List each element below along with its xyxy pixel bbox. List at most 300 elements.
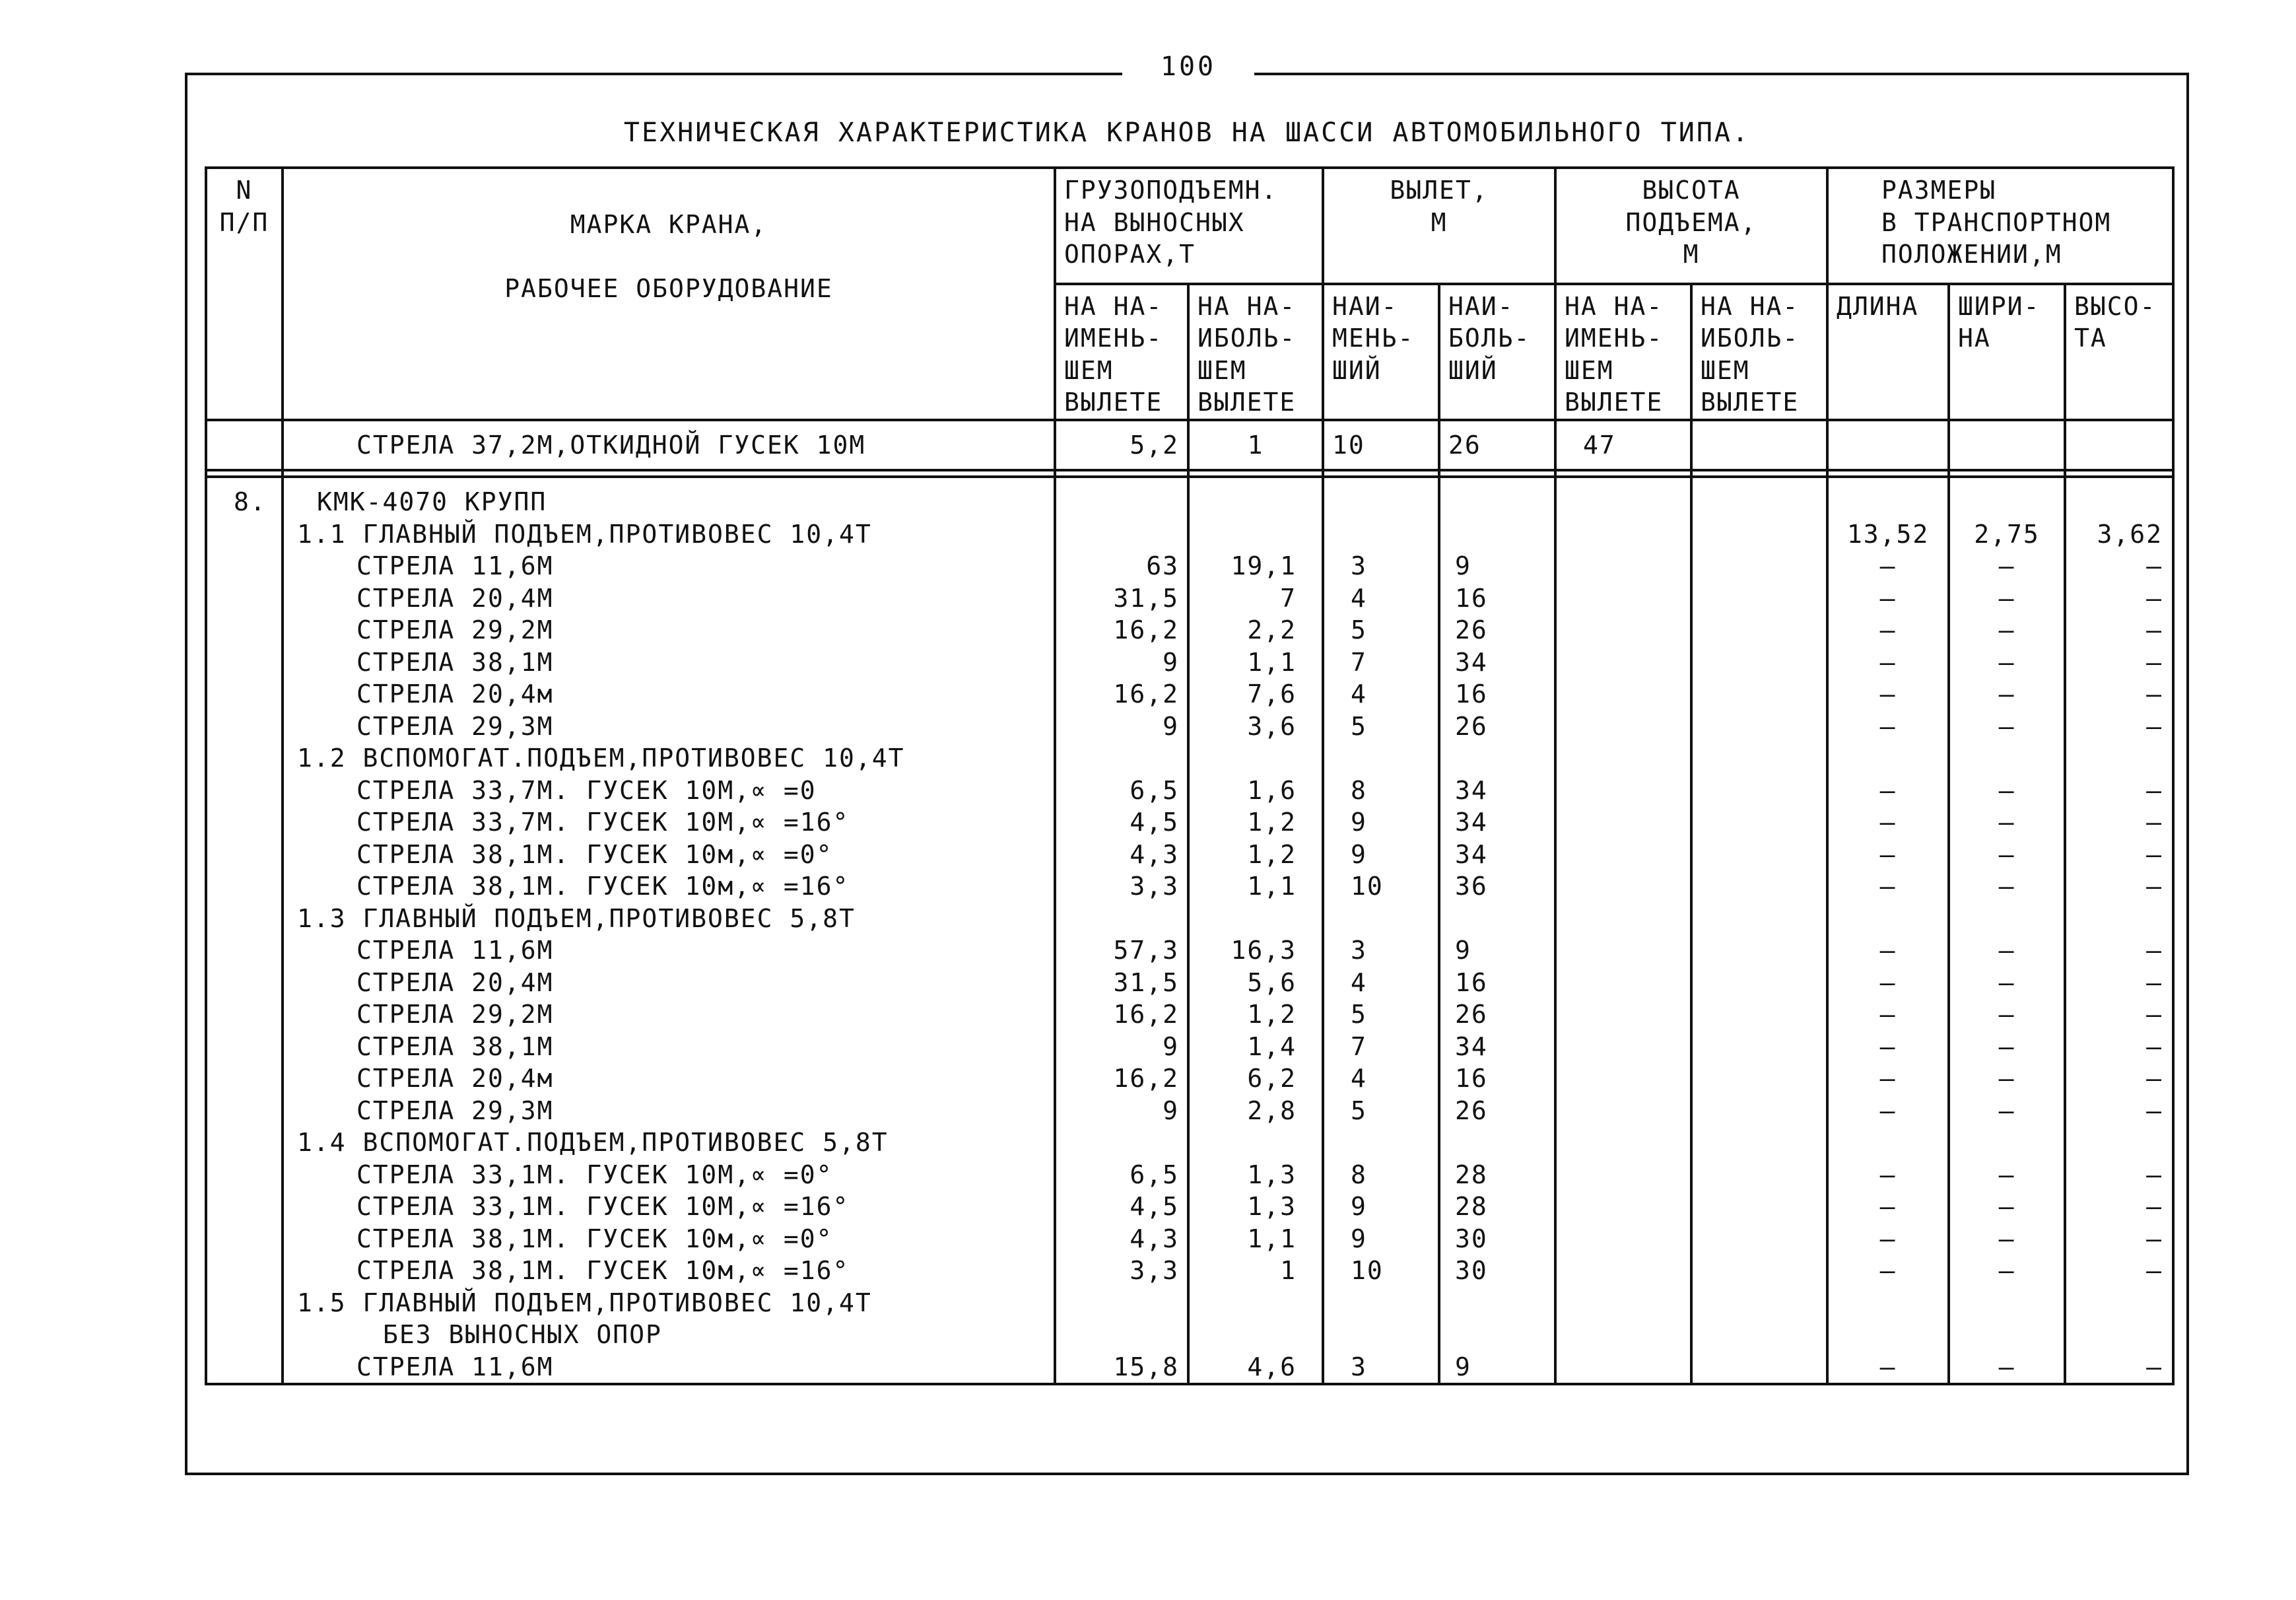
cell-gruz-min: 4,5 <box>1055 806 1188 839</box>
cell-vys-max <box>1691 1255 1827 1287</box>
cell-np <box>206 742 283 775</box>
cell-gruz-max: 1,3 <box>1188 1159 1323 1191</box>
cell-vys-min <box>1555 1095 1691 1127</box>
cell-np <box>206 582 283 615</box>
cell-np <box>206 806 283 839</box>
cell-vylet-min: 4 <box>1323 582 1439 615</box>
cell-vys-max <box>1691 742 1827 775</box>
table-row <box>206 806 2173 839</box>
cell-shirina: – <box>1949 614 2065 646</box>
cell-gruz-max: 16,3 <box>1188 934 1323 967</box>
cell-gruz-max: 5,6 <box>1188 967 1323 999</box>
cell-vys-max <box>1691 518 1827 551</box>
crane-spec-table <box>205 166 2175 1385</box>
cell-vys-max <box>1691 1191 1827 1223</box>
cell-vylet-max: 28 <box>1439 1159 1555 1191</box>
cell-gruz-max: 1 <box>1188 1255 1323 1287</box>
table-row <box>206 903 2173 935</box>
cell-vys-min <box>1555 1287 1691 1319</box>
prev-g1: 5,2 <box>1055 420 1188 471</box>
cell-gruz-min: 16,2 <box>1055 614 1188 646</box>
cell-vylet-min: 5 <box>1323 614 1439 646</box>
cell-np <box>206 934 283 967</box>
cell-gruz-max: 1,1 <box>1188 646 1323 679</box>
cell-dlina: – <box>1827 1191 1949 1223</box>
cell-label: 1.4 ВСПОМОГАТ.ПОДЪЕМ,ПРОТИВОВЕС 5,8Т <box>283 1127 1055 1159</box>
cell-gruz-min: 16,2 <box>1055 998 1188 1031</box>
cell-vylet-min: 4 <box>1323 967 1439 999</box>
cell-dlina: – <box>1827 967 1949 999</box>
cell-vysota <box>2065 1287 2173 1319</box>
cell-vysota: – <box>2065 998 2173 1031</box>
cell-vysota: – <box>2065 678 2173 711</box>
cell-gruz-min <box>1055 477 1188 518</box>
page-number: 100 <box>1122 52 1254 82</box>
cell-dlina: – <box>1827 614 1949 646</box>
cell-vys-max <box>1691 614 1827 646</box>
cell-label: 1.3 ГЛАВНЫЙ ПОДЪЕМ,ПРОТИВОВЕС 5,8Т <box>283 903 1055 935</box>
cell-vys-min <box>1555 839 1691 871</box>
cell-vys-max <box>1691 1223 1827 1255</box>
cell-gruz-min <box>1055 1287 1188 1319</box>
cell-vysota: – <box>2065 711 2173 743</box>
table-row <box>206 582 2173 615</box>
cell-dlina: – <box>1827 1062 1949 1095</box>
cell-dlina: – <box>1827 1031 1949 1063</box>
cell-vys-max <box>1691 775 1827 807</box>
cell-shirina: – <box>1949 1159 2065 1191</box>
row-separator <box>206 470 2173 477</box>
cell-vys-max <box>1691 646 1827 679</box>
cell-vysota <box>2065 1319 2173 1351</box>
cell-vys-max <box>1691 582 1827 615</box>
cell-shirina <box>1949 1319 2065 1351</box>
cell-gruz-min <box>1055 903 1188 935</box>
cell-shirina <box>1949 1127 2065 1159</box>
cell-np <box>206 518 283 551</box>
cell-gruz-max <box>1188 518 1323 551</box>
cell-vys-min <box>1555 678 1691 711</box>
cell-vysota: – <box>2065 582 2173 615</box>
table-row <box>206 1095 2173 1127</box>
cell-vys-min <box>1555 1319 1691 1351</box>
cell-gruz-max <box>1188 1319 1323 1351</box>
cell-vysota: – <box>2065 839 2173 871</box>
cell-gruz-min: 57,3 <box>1055 934 1188 967</box>
cell-vysota: 3,62 <box>2065 518 2173 551</box>
cell-gruz-max <box>1188 1287 1323 1319</box>
cell-shirina: – <box>1949 806 2065 839</box>
cell-gruz-max: 1,6 <box>1188 775 1323 807</box>
cell-shirina: – <box>1949 775 2065 807</box>
header-marka: МАРКА КРАНА, РАБОЧЕЕ ОБОРУДОВАНИЕ <box>283 168 1055 420</box>
cell-vylet-max: 28 <box>1439 1191 1555 1223</box>
cell-label: СТРЕЛА 29,3М <box>283 1095 1055 1127</box>
prev-h2 <box>1691 420 1827 471</box>
cell-dlina: – <box>1827 998 1949 1031</box>
cell-dlina: – <box>1827 1095 1949 1127</box>
table-title: ТЕХНИЧЕСКАЯ ХАРАКТЕРИСТИКА КРАНОВ НА ШАССИ АВТОМОБИЛЬНОГО ТИПА. <box>623 118 1751 148</box>
cell-vysota <box>2065 903 2173 935</box>
cell-dlina: – <box>1827 550 1949 582</box>
prev-row <box>206 420 2173 471</box>
cell-vys-max <box>1691 1159 1827 1191</box>
header-vysota: ВЫСОТА ПОДЪЕМА, М <box>1555 168 1827 284</box>
cell-gruz-min: 9 <box>1055 711 1188 743</box>
cell-shirina: – <box>1949 870 2065 903</box>
cell-vys-min <box>1555 775 1691 807</box>
cell-vysota: – <box>2065 1351 2173 1385</box>
cell-vylet-min: 9 <box>1323 1223 1439 1255</box>
cell-gruz-max: 7 <box>1188 582 1323 615</box>
cell-label: СТРЕЛА 20,4м <box>283 1062 1055 1095</box>
cell-vylet-max <box>1439 477 1555 518</box>
cell-dlina: – <box>1827 1159 1949 1191</box>
cell-shirina: – <box>1949 550 2065 582</box>
cell-np <box>206 967 283 999</box>
cell-shirina: – <box>1949 1255 2065 1287</box>
cell-shirina: – <box>1949 1062 2065 1095</box>
cell-vylet-min: 4 <box>1323 1062 1439 1095</box>
cell-vylet-max: 34 <box>1439 646 1555 679</box>
cell-vysota: – <box>2065 1095 2173 1127</box>
table-row <box>206 1287 2173 1319</box>
cell-np <box>206 1062 283 1095</box>
cell-dlina: – <box>1827 1223 1949 1255</box>
cell-label: СТРЕЛА 20,4М <box>283 967 1055 999</box>
cell-label: СТРЕЛА 38,1М <box>283 646 1055 679</box>
cell-vylet-max: 16 <box>1439 582 1555 615</box>
header-gruz-min: НА НА- ИМЕНЬ- ШЕМ ВЫЛЕТЕ <box>1055 284 1188 420</box>
table-row <box>206 550 2173 582</box>
cell-vylet-max: 16 <box>1439 678 1555 711</box>
cell-vylet-max: 9 <box>1439 550 1555 582</box>
table-row <box>206 742 2173 775</box>
cell-gruz-max: 2,2 <box>1188 614 1323 646</box>
cell-vylet-min <box>1323 518 1439 551</box>
cell-gruz-min: 16,2 <box>1055 678 1188 711</box>
table-row <box>206 1127 2173 1159</box>
cell-gruz-max: 6,2 <box>1188 1062 1323 1095</box>
cell-vys-min <box>1555 614 1691 646</box>
cell-vylet-min: 8 <box>1323 775 1439 807</box>
cell-gruz-max <box>1188 742 1323 775</box>
cell-label: СТРЕЛА 33,1М. ГУСЕК 10М,∝ =16° <box>283 1191 1055 1223</box>
cell-vylet-min: 9 <box>1323 1191 1439 1223</box>
cell-np <box>206 775 283 807</box>
cell-np <box>206 1191 283 1223</box>
cell-gruz-max: 4,6 <box>1188 1351 1323 1385</box>
cell-gruz-max <box>1188 903 1323 935</box>
cell-vylet-max: 34 <box>1439 839 1555 871</box>
cell-vys-max <box>1691 934 1827 967</box>
header-vylet-max: НАИ- БОЛЬ- ШИЙ <box>1439 284 1555 420</box>
prev-v1: 10 <box>1323 420 1439 471</box>
cell-vys-max <box>1691 870 1827 903</box>
cell-shirina: – <box>1949 711 2065 743</box>
table-row <box>206 870 2173 903</box>
cell-label: 1.5 ГЛАВНЫЙ ПОДЪЕМ,ПРОТИВОВЕС 10,4Т <box>283 1287 1055 1319</box>
cell-gruz-min: 6,5 <box>1055 1159 1188 1191</box>
prev-d <box>1827 420 1949 471</box>
cell-gruz-max: 1,2 <box>1188 998 1323 1031</box>
cell-gruz-max: 1,1 <box>1188 870 1323 903</box>
cell-vys-min <box>1555 550 1691 582</box>
cell-label: СТРЕЛА 11,6М <box>283 934 1055 967</box>
cell-gruz-min: 4,3 <box>1055 1223 1188 1255</box>
cell-vylet-min: 3 <box>1323 550 1439 582</box>
cell-vylet-min: 4 <box>1323 678 1439 711</box>
cell-gruz-min: 63 <box>1055 550 1188 582</box>
table-row <box>206 1223 2173 1255</box>
cell-vylet-min <box>1323 1127 1439 1159</box>
table-row <box>206 1159 2173 1191</box>
cell-np <box>206 1031 283 1063</box>
cell-vylet-max: 16 <box>1439 967 1555 999</box>
header-shirina: ШИРИ- НА <box>1949 284 2065 420</box>
table-row <box>206 678 2173 711</box>
cell-vys-min <box>1555 518 1691 551</box>
cell-vylet-min: 8 <box>1323 1159 1439 1191</box>
cell-label: 1.2 ВСПОМОГАТ.ПОДЪЕМ,ПРОТИВОВЕС 10,4Т <box>283 742 1055 775</box>
cell-vysota <box>2065 1127 2173 1159</box>
cell-dlina <box>1827 1319 1949 1351</box>
cell-shirina: – <box>1949 934 2065 967</box>
cell-dlina: – <box>1827 839 1949 871</box>
cell-gruz-min: 31,5 <box>1055 967 1188 999</box>
cell-gruz-min: 9 <box>1055 646 1188 679</box>
table-row <box>206 1255 2173 1287</box>
cell-vylet-max: 26 <box>1439 1095 1555 1127</box>
cell-vylet-max: 9 <box>1439 934 1555 967</box>
cell-dlina <box>1827 477 1949 518</box>
cell-shirina: – <box>1949 646 2065 679</box>
cell-vylet-max: 34 <box>1439 806 1555 839</box>
cell-vys-min <box>1555 1255 1691 1287</box>
cell-vysota: – <box>2065 967 2173 999</box>
table-row <box>206 711 2173 743</box>
cell-vylet-min: 3 <box>1323 934 1439 967</box>
cell-vys-max <box>1691 550 1827 582</box>
cell-dlina: 13,52 <box>1827 518 1949 551</box>
cell-shirina <box>1949 1287 2065 1319</box>
prev-s <box>1949 420 2065 471</box>
cell-vys-min <box>1555 1223 1691 1255</box>
cell-label: СТРЕЛА 11,6М <box>283 550 1055 582</box>
table-row <box>206 839 2173 871</box>
cell-vylet-max: 26 <box>1439 998 1555 1031</box>
cell-vys-min <box>1555 646 1691 679</box>
cell-np <box>206 614 283 646</box>
cell-gruz-max: 1,3 <box>1188 1191 1323 1223</box>
cell-vylet-max: 34 <box>1439 1031 1555 1063</box>
cell-label: СТРЕЛА 29,2М <box>283 614 1055 646</box>
cell-vys-min <box>1555 742 1691 775</box>
cell-label: СТРЕЛА 11,6М <box>283 1351 1055 1385</box>
prev-np <box>206 420 283 471</box>
cell-gruz-min: 9 <box>1055 1031 1188 1063</box>
cell-np <box>206 711 283 743</box>
cell-gruz-min: 3,3 <box>1055 1255 1188 1287</box>
cell-vylet-max: 16 <box>1439 1062 1555 1095</box>
cell-vylet-max: 26 <box>1439 711 1555 743</box>
cell-vysota: – <box>2065 1255 2173 1287</box>
cell-gruz-min: 15,8 <box>1055 1351 1188 1385</box>
cell-gruz-min <box>1055 1127 1188 1159</box>
prev-t <box>2065 420 2173 471</box>
cell-shirina: – <box>1949 582 2065 615</box>
cell-vys-max <box>1691 1095 1827 1127</box>
table-row <box>206 1062 2173 1095</box>
cell-vylet-max <box>1439 1127 1555 1159</box>
cell-vylet-min: 7 <box>1323 646 1439 679</box>
cell-shirina: – <box>1949 678 2065 711</box>
table-header <box>206 168 2173 420</box>
cell-label: 1.1 ГЛАВНЫЙ ПОДЪЕМ,ПРОТИВОВЕС 10,4Т <box>283 518 1055 551</box>
cell-vysota: – <box>2065 1159 2173 1191</box>
cell-vys-max <box>1691 678 1827 711</box>
cell-np <box>206 1319 283 1351</box>
cell-vylet-max: 9 <box>1439 1351 1555 1385</box>
cell-vysota <box>2065 742 2173 775</box>
cell-vys-min <box>1555 1159 1691 1191</box>
cell-vysota: – <box>2065 1031 2173 1063</box>
cell-vys-max <box>1691 903 1827 935</box>
cell-vys-min <box>1555 934 1691 967</box>
header-dlina: ДЛИНА <box>1827 284 1949 420</box>
cell-vylet-max: 34 <box>1439 775 1555 807</box>
cell-vys-min <box>1555 1191 1691 1223</box>
cell-vysota: – <box>2065 806 2173 839</box>
cell-np <box>206 1351 283 1385</box>
cell-label: КМК-4070 КРУПП <box>283 477 1055 518</box>
cell-vysota: – <box>2065 1191 2173 1223</box>
cell-vylet-min <box>1323 903 1439 935</box>
cell-vys-max <box>1691 806 1827 839</box>
cell-vylet-max: 30 <box>1439 1223 1555 1255</box>
cell-shirina: – <box>1949 1191 2065 1223</box>
cell-vys-max <box>1691 1062 1827 1095</box>
cell-vys-min <box>1555 711 1691 743</box>
cell-np <box>206 1095 283 1127</box>
cell-vys-max <box>1691 1351 1827 1385</box>
prev-label: СТРЕЛА 37,2М,ОТКИДНОЙ ГУСЕК 10М <box>283 420 1055 471</box>
cell-np <box>206 550 283 582</box>
cell-vys-min <box>1555 967 1691 999</box>
cell-dlina <box>1827 1287 1949 1319</box>
cell-label: СТРЕЛА 33,7М. ГУСЕК 10М,∝ =0 <box>283 775 1055 807</box>
header-gruz: ГРУЗОПОДЪЕМН. НА ВЫНОСНЫХ ОПОРАХ,Т <box>1055 168 1323 284</box>
cell-gruz-max: 1,4 <box>1188 1031 1323 1063</box>
cell-vys-max <box>1691 1319 1827 1351</box>
cell-np <box>206 646 283 679</box>
cell-vysota: – <box>2065 1223 2173 1255</box>
table-row <box>206 614 2173 646</box>
table-row <box>206 477 2173 518</box>
cell-vylet-max: 30 <box>1439 1255 1555 1287</box>
cell-vylet-max: 26 <box>1439 614 1555 646</box>
cell-vylet-min: 9 <box>1323 839 1439 871</box>
cell-vys-min <box>1555 1127 1691 1159</box>
cell-label: СТРЕЛА 38,1М. ГУСЕК 10м,∝ =0° <box>283 1223 1055 1255</box>
cell-vylet-max <box>1439 1287 1555 1319</box>
cell-vylet-min <box>1323 1287 1439 1319</box>
cell-label: СТРЕЛА 29,2М <box>283 998 1055 1031</box>
cell-shirina: – <box>1949 998 2065 1031</box>
cell-gruz-min <box>1055 1319 1188 1351</box>
cell-label: БЕЗ ВЫНОСНЫХ ОПОР <box>283 1319 1055 1351</box>
cell-shirina: – <box>1949 967 2065 999</box>
cell-vys-max <box>1691 998 1827 1031</box>
cell-shirina: – <box>1949 1351 2065 1385</box>
cell-np: 8. <box>206 477 283 518</box>
cell-vylet-max: 36 <box>1439 870 1555 903</box>
cell-np <box>206 1159 283 1191</box>
cell-vysota: – <box>2065 1062 2173 1095</box>
cell-vylet-max <box>1439 1319 1555 1351</box>
prev-v2: 26 <box>1439 420 1555 471</box>
cell-gruz-max <box>1188 1127 1323 1159</box>
cell-vylet-min: 3 <box>1323 1351 1439 1385</box>
cell-vys-min <box>1555 998 1691 1031</box>
table-body <box>206 420 2173 477</box>
cell-dlina <box>1827 1127 1949 1159</box>
cell-vylet-min: 7 <box>1323 1031 1439 1063</box>
cell-vys-max <box>1691 1287 1827 1319</box>
cell-label: СТРЕЛА 38,1М. ГУСЕК 10м,∝ =0° <box>283 839 1055 871</box>
cell-dlina: – <box>1827 582 1949 615</box>
cell-shirina: – <box>1949 1031 2065 1063</box>
header-np: N П/П <box>206 168 283 420</box>
cell-shirina <box>1949 477 2065 518</box>
table-row <box>206 1351 2173 1385</box>
cell-gruz-min <box>1055 742 1188 775</box>
cell-vysota: – <box>2065 934 2173 967</box>
header-gruz-max: НА НА- ИБОЛЬ- ШЕМ ВЫЛЕТЕ <box>1188 284 1323 420</box>
cell-gruz-min: 6,5 <box>1055 775 1188 807</box>
cell-np <box>206 1223 283 1255</box>
cell-vysota: – <box>2065 614 2173 646</box>
cell-shirina: 2,75 <box>1949 518 2065 551</box>
cell-dlina: – <box>1827 806 1949 839</box>
cell-label: СТРЕЛА 20,4м <box>283 678 1055 711</box>
cell-gruz-max: 1,2 <box>1188 839 1323 871</box>
cell-vylet-min: 5 <box>1323 998 1439 1031</box>
cell-vysota: – <box>2065 646 2173 679</box>
table-row <box>206 934 2173 967</box>
cell-vys-min <box>1555 1031 1691 1063</box>
cell-vylet-min <box>1323 477 1439 518</box>
cell-gruz-max <box>1188 477 1323 518</box>
cell-vylet-max <box>1439 742 1555 775</box>
cell-gruz-max: 19,1 <box>1188 550 1323 582</box>
cell-vylet-max <box>1439 903 1555 935</box>
table-row <box>206 998 2173 1031</box>
cell-dlina: – <box>1827 678 1949 711</box>
cell-gruz-min: 31,5 <box>1055 582 1188 615</box>
cell-gruz-min <box>1055 518 1188 551</box>
cell-label: СТРЕЛА 38,1М. ГУСЕК 10м,∝ =16° <box>283 870 1055 903</box>
cell-gruz-min: 4,3 <box>1055 839 1188 871</box>
cell-np <box>206 998 283 1031</box>
cell-np <box>206 1255 283 1287</box>
cell-gruz-max: 3,6 <box>1188 711 1323 743</box>
cell-np <box>206 870 283 903</box>
cell-gruz-min: 3,3 <box>1055 870 1188 903</box>
cell-shirina: – <box>1949 1223 2065 1255</box>
cell-shirina <box>1949 742 2065 775</box>
cell-label: СТРЕЛА 20,4М <box>283 582 1055 615</box>
